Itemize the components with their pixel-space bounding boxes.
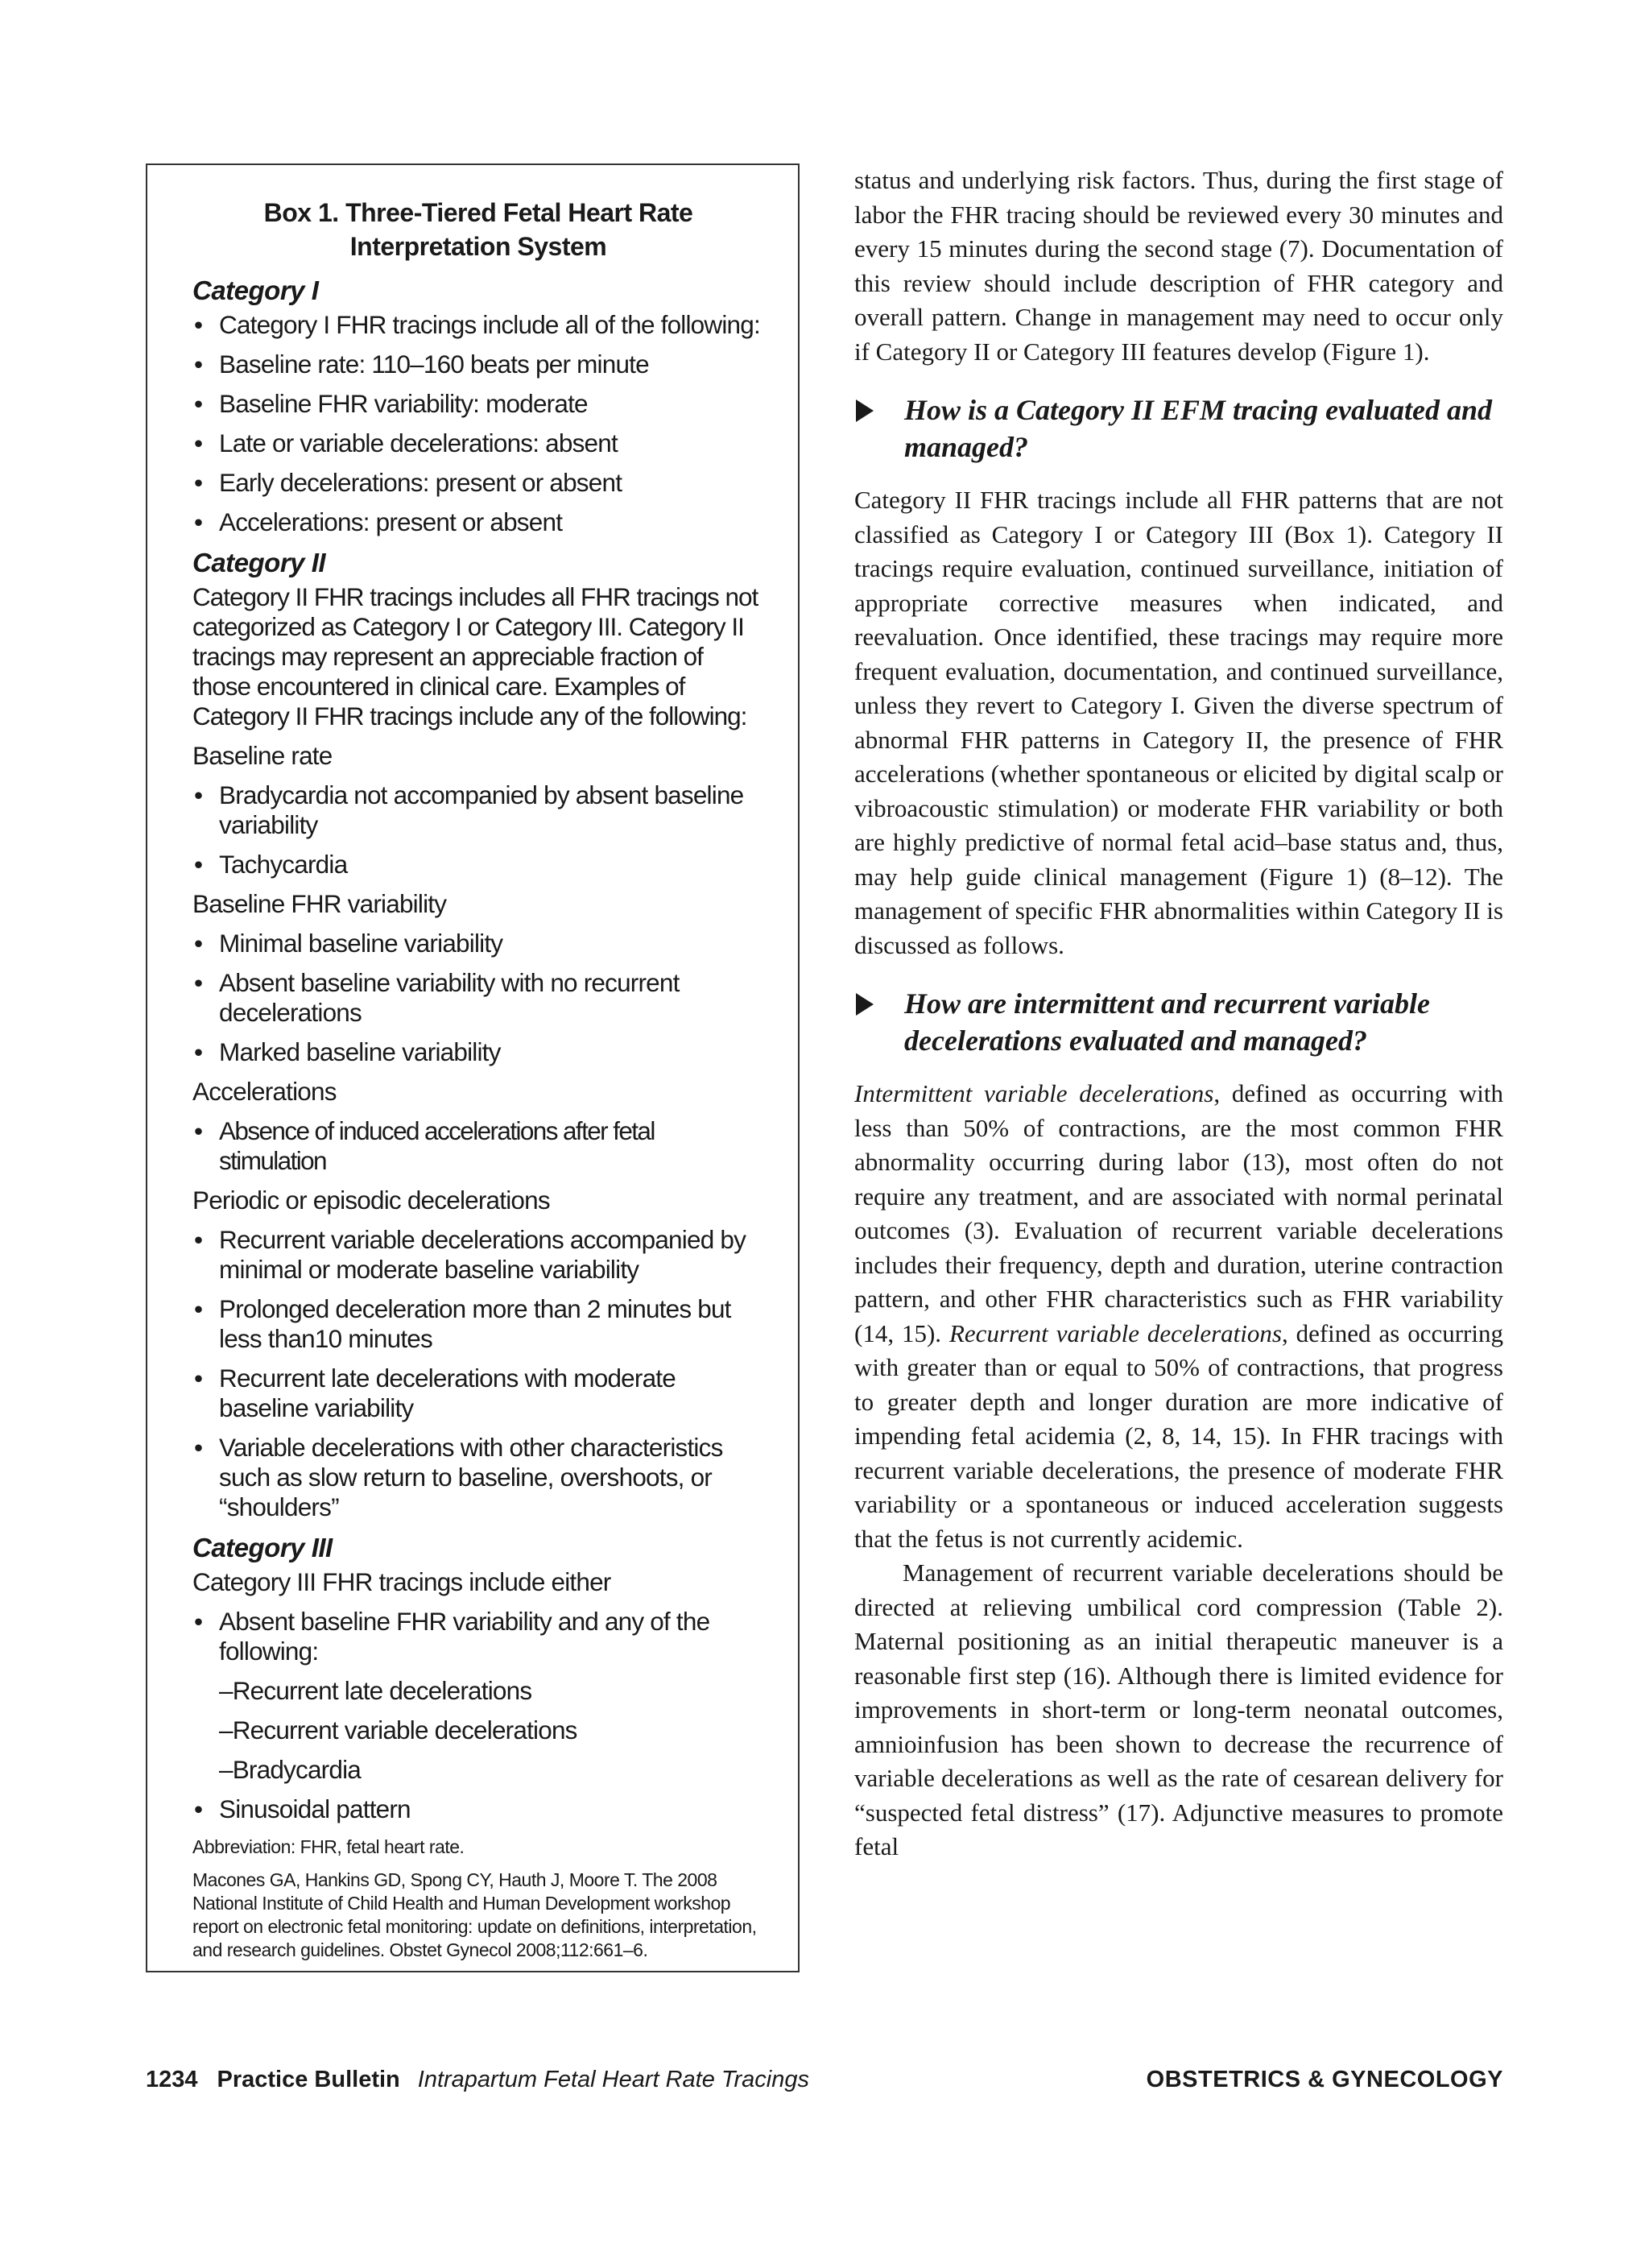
category-3-intro: Category III FHR tracings include either (192, 1567, 611, 1596)
list-item: • Bradycardia not accompanied by absent baseline variability (194, 780, 744, 839)
periodic-list (192, 1225, 764, 1522)
list-item: • Variable decelerations with other characteristics such as slow return to baseline, overshoots, or “shoulders” (194, 1433, 723, 1521)
variability-list (192, 929, 764, 1067)
list-item: • Tachycardia (194, 850, 348, 879)
box-title: Box 1. Three-Tiered Fetal Heart Rate Interpretation System (263, 198, 693, 261)
baseline-rate-list (192, 780, 764, 879)
category-1-heading: Category I (192, 275, 319, 305)
accelerations-list (192, 1116, 764, 1176)
journal-name: OBSTETRICS & GYNECOLOGY (1146, 2067, 1503, 2092)
box-1-sidebar (146, 163, 800, 1972)
list-item: • Baseline rate: 110–160 beats per minute (194, 350, 649, 379)
periodic-label: Periodic or episodic decelerations (192, 1186, 550, 1215)
accelerations-label: Accelerations (192, 1077, 337, 1106)
list-item: • Absence of induced accelerations after fetal stimulation (194, 1116, 655, 1175)
sub-item: –Recurrent late decelerations (219, 1676, 532, 1705)
right-column (854, 163, 1503, 1864)
question-heading: How are intermittent and recurrent variable decelerations evaluated and managed? (854, 985, 1503, 1059)
triangle-bullet-icon (856, 399, 874, 422)
category-3-list (192, 1607, 764, 1666)
baseline-rate-label: Baseline rate (192, 741, 333, 770)
paragraph: Category II FHR tracings include all FHR patterns that are not classified as Category I or Category III (Box 1). Category II tracings require evaluation, continued surveillance, initiation of appropriate corrective measures when indicated, and reevaluation. Once identified, these tracings may require more frequent evaluation, documentation, and continued surveillance, unless they revert to Category I. Given the diverse spectrum of abnormal FHR patterns in Category II, the presence of FHR accelerations (whether spontaneous or elicited by digital scalp or vibroacoustic stimulation) or moderate FHR variability or both are highly predictive of normal fetal acid–base status and, thus, may help guide clinical management (Figure 1) (8–12). The management of specific FHR abnormalities within Category II is discussed as follows. (854, 486, 1503, 959)
abbreviation-note: Abbreviation: FHR, fetal heart rate. (192, 1836, 465, 1857)
sub-item: –Recurrent variable decelerations (219, 1715, 577, 1744)
footer-section: Practice Bulletin (217, 2067, 400, 2092)
question-heading: How is a Category II EFM tracing evaluated and managed? (854, 391, 1503, 466)
list-item: • Accelerations: present or absent (194, 507, 563, 536)
list-item: • Absent baseline FHR variability and any of the following: (194, 1607, 710, 1666)
list-item: • Recurrent variable decelerations accompanied by minimal or moderate baseline variability (194, 1225, 746, 1284)
list-item: • Late or variable decelerations: absent (194, 428, 618, 457)
list-item: • Early decelerations: present or absent (194, 468, 622, 497)
footer-title: Intrapartum Fetal Heart Rate Tracings (417, 2067, 809, 2092)
category-3-list-2 (192, 1794, 764, 1824)
list-item: • Category I FHR tracings include all of the following: (194, 310, 760, 339)
list-item: • Recurrent late decelerations with moderate baseline variability (194, 1364, 676, 1422)
paragraph: Management of recurrent variable decelerations should be directed at relieving umbilical cord compression (Table 2). Maternal positioning as an initial therapeutic maneuver is a reasonable first step (16). Although there is limited evidence for improvements in short-term or long-term neonatal outcomes, amnioinfusion has been shown to decrease the recurrence of variable decelerations as well as the rate of cesarean delivery for “suspected fetal distress” (17). Adjunctive measures to promote fetal (854, 1558, 1503, 1860)
sub-item: –Bradycardia (219, 1755, 362, 1784)
box-reference: Macones GA, Hankins GD, Spong CY, Hauth J, Moore T. The 2008 National Institute of Child Health and Human Development workshop report on electronic fetal monitoring: update on definitions, interpretation, and research guidelines. Obstet Gynecol 2008;112:661–6. (192, 1869, 757, 1960)
list-item: • Prolonged deceleration more than 2 minutes but less than10 minutes (194, 1294, 731, 1353)
list-item: • Baseline FHR variability: moderate (194, 389, 588, 418)
list-item: • Minimal baseline variability (194, 929, 503, 958)
page-footer (146, 2062, 1503, 2097)
variability-label: Baseline FHR variability (192, 889, 447, 918)
paragraph: Intermittent variable decelerations, defined as occurring with less than 50% of contractions, are the most common FHR abnormality occurring during labor (13), most often do not require any treatment, and are associated with normal perinatal outcomes (3). Evaluation of recurrent variable decelerations includes their frequency, depth and duration, uterine contraction pattern, and other FHR characteristics such as FHR variability (14, 15). Recurrent variable decelerations, defined as occurring with greater than or equal to 50% of contractions, that progress to greater depth and longer duration are more indicative of impending fetal acidemia (2, 8, 14, 15). In FHR tracings with recurrent variable decelerations, the presence of moderate FHR variability or a spontaneous or induced acceleration suggests that the fetus is not currently acidemic. (854, 1079, 1504, 1553)
category-2-intro: Category II FHR tracings includes all FHR tracings not categorized as Category I or Category III. Category II tracings may represent an appreciable fraction of those encountered in clinical care. Examples of Category II FHR tracings include any of the following: (192, 582, 758, 730)
paragraph: status and underlying risk factors. Thus, during the first stage of labor the FHR tracing should be reviewed every 30 minutes and every 15 minutes during the second stage (7). Documentation of this review should include description of FHR category and overall pattern. Change in management may need to occur only if Category II or Category III features develop (Figure 1). (854, 166, 1503, 366)
list-item: • Marked baseline variability (194, 1037, 501, 1066)
category-3-heading: Category III (192, 1533, 333, 1562)
page-number: 1234 (146, 2067, 198, 2092)
category-2-heading: Category II (192, 548, 326, 577)
category-1-list (192, 310, 764, 537)
triangle-bullet-icon (856, 993, 874, 1016)
list-item: • Absent baseline variability with no recurrent decelerations (194, 968, 680, 1027)
list-item: • Sinusoidal pattern (194, 1794, 411, 1823)
